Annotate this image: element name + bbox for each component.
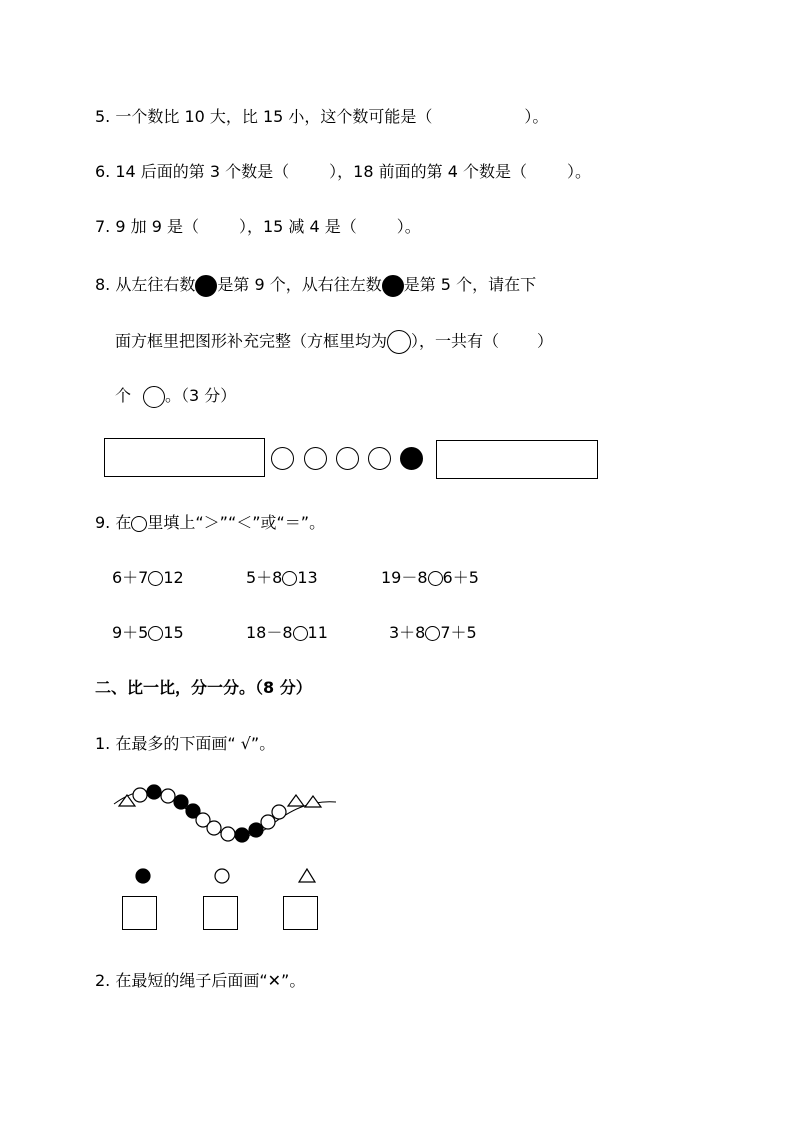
question-8-line-3 [115,385,236,408]
q9-item-left: 5＋8 [246,568,283,587]
q9-item-left: 19－8 [381,568,428,587]
q9-text-b: 里填上“＞”“＜”或“＝”。 [147,513,326,532]
compare-circle[interactable] [428,571,443,586]
q9-item-right: 12 [163,568,184,587]
q6-text-c: ）。 [566,162,591,181]
white-bead [272,805,286,819]
q7-text-a: 7. 9 加 9 是（ [95,217,199,236]
white-circle-icon [387,330,411,354]
q9-item-right: 15 [163,623,184,642]
black-bead [235,828,249,842]
white-circle-icon [143,386,165,408]
q7-text-b: ），15 减 4 是（ [238,217,357,236]
q5-suffix: ）。 [524,107,549,126]
q9-text-a: 9. 在 [95,513,132,532]
shape-legend [130,866,320,890]
question-9 [95,512,325,534]
q8-text-d: 面方框里把图形补充完整（方框里均为 [115,331,388,351]
question-8-line-1 [95,274,536,297]
q9-item-right: 6＋5 [442,568,479,587]
q9-item-left: 3＋8 [389,623,426,642]
q9-item-right: 11 [307,623,328,642]
q9-item-4 [112,622,184,644]
white-circle-icon [215,869,229,883]
q6-text-b: ），18 前面的第 4 个数是（ [329,162,527,181]
white-circle-icon [304,447,327,470]
question-6 [95,161,591,183]
answer-square-white[interactable] [203,896,238,930]
question-5 [95,106,548,128]
compare-circle[interactable] [293,626,308,641]
q9-item-left: 9＋5 [112,623,149,642]
bead-string-figure [110,780,340,850]
q9-item-1 [112,567,184,589]
q8-text-a: 8. 从左往右数 [95,275,196,294]
q9-item-3 [381,567,479,589]
q8-text-f: ） [537,331,554,351]
right-answer-box[interactable] [436,440,598,479]
white-bead [161,789,175,803]
black-bead [249,823,263,837]
black-bead [174,795,188,809]
white-bead [207,821,221,835]
q5-text: 5. 一个数比 10 大，比 15 小，这个数可能是（ [95,107,433,126]
q8-text-b: 是第 9 个，从右往左数 [217,275,382,294]
white-circle-icon [131,516,147,532]
q9-item-6 [389,622,477,644]
white-bead [221,827,235,841]
triangle-icon [305,796,321,807]
s2-question-1: 1. 在最多的下面画“ √”。 [95,734,276,753]
compare-circle[interactable] [148,571,163,586]
black-circle-icon [382,275,404,297]
white-bead [261,815,275,829]
q9-item-right: 13 [297,568,318,587]
compare-circle[interactable] [282,571,297,586]
q8-text-h: 。（3 分） [165,386,237,405]
black-bead [147,785,161,799]
q9-item-left: 18－8 [246,623,293,642]
q7-text-c: ）。 [396,217,421,236]
compare-circle[interactable] [425,626,440,641]
q8-text-g: 个 [115,386,132,405]
s2-question-2: 2. 在最短的绳子后面画“✕”。 [95,971,306,990]
q8-text-c: 是第 5 个，请在下 [403,275,537,294]
white-circle-icon [271,447,294,470]
black-circle-icon [136,869,150,883]
answer-square-black[interactable] [122,896,157,930]
question-8-line-2 [115,330,553,354]
question-7 [95,216,421,238]
white-circle-icon [336,447,359,470]
white-bead [133,788,147,802]
answer-square-triangle[interactable] [283,896,318,930]
black-circle-icon [400,447,423,470]
black-circle-icon [195,275,217,297]
triangle-icon [299,869,315,882]
q6-text-a: 6. 14 后面的第 3 个数是（ [95,162,290,181]
section-2-title: 二、比一比，分一分。（8 分） [95,678,312,697]
triangle-icon [288,795,304,806]
white-circle-icon [368,447,391,470]
q9-item-right: 7＋5 [440,623,477,642]
q9-item-2 [246,567,318,589]
compare-circle[interactable] [148,626,163,641]
q9-item-left: 6＋7 [112,568,149,587]
q9-item-5 [246,622,328,644]
q8-text-e: ），一共有（ [411,331,500,351]
left-answer-box[interactable] [104,438,265,477]
